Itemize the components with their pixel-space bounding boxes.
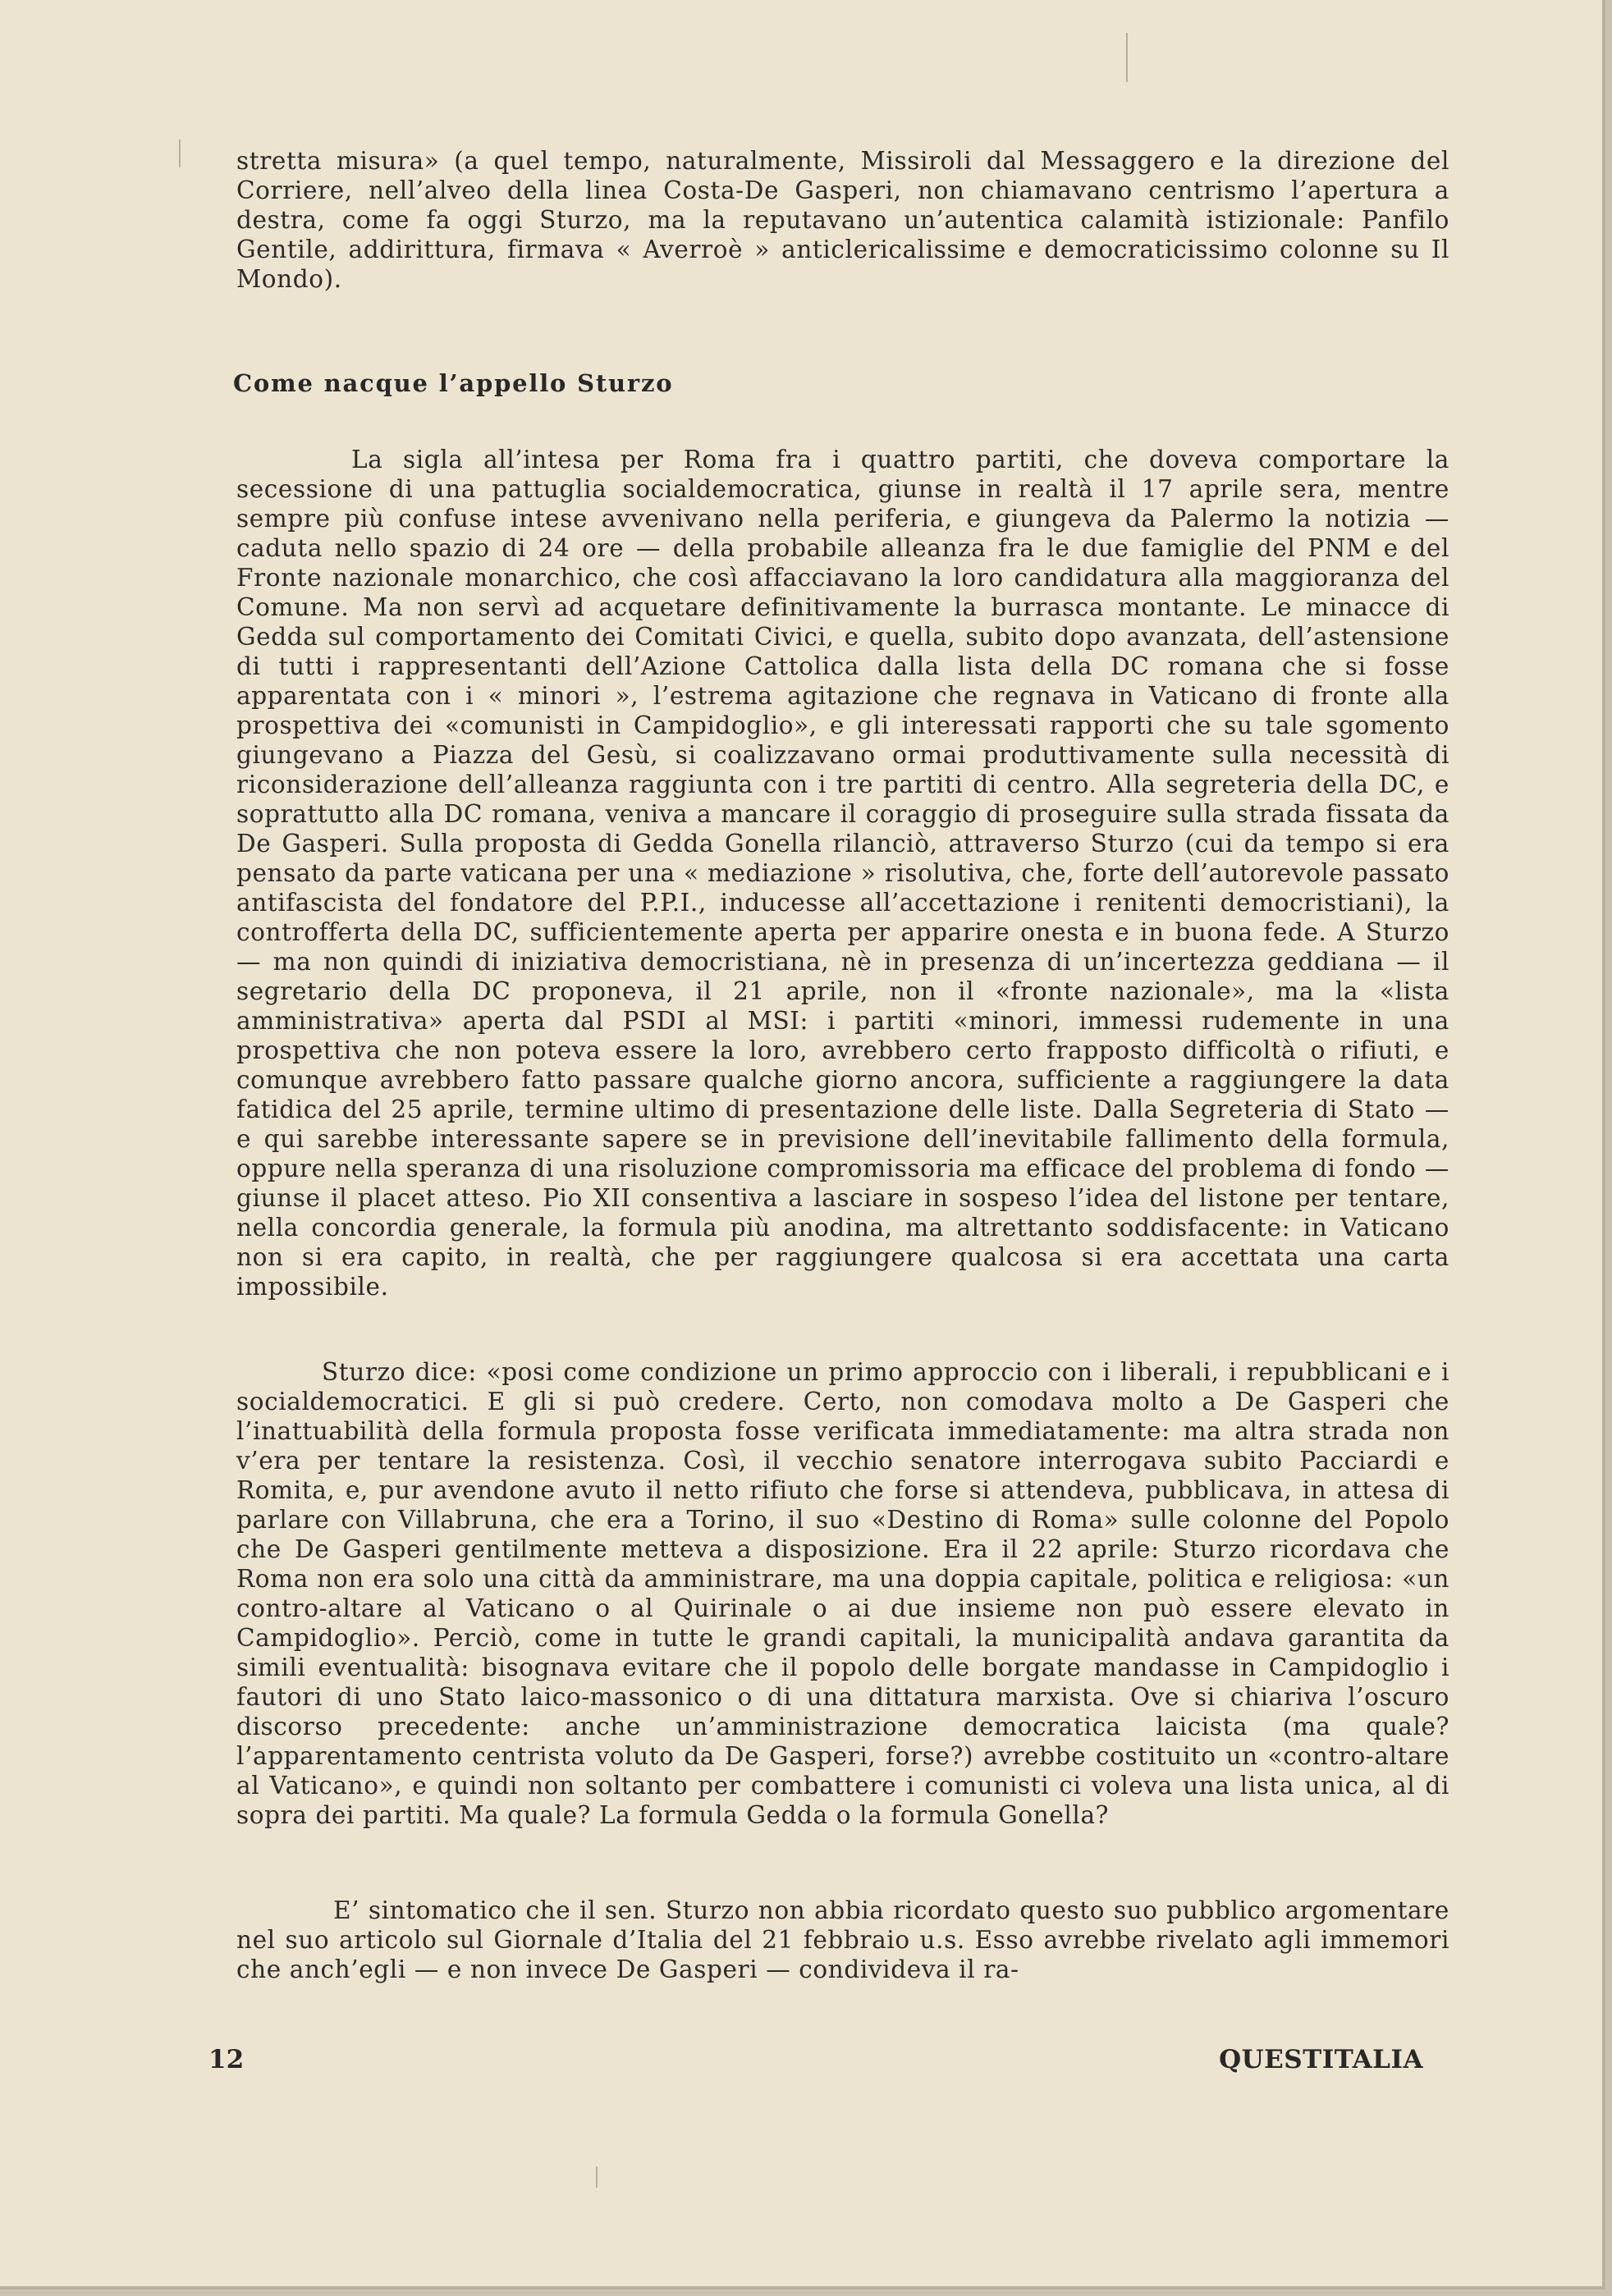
paper-mark	[1126, 33, 1128, 82]
section-heading: Come nacque l’appello Sturzo	[233, 369, 674, 397]
body-paragraph-text: Sturzo dice: «posi come condizione un primo approccio con i liberali, i repubblicani e i socialdemocratici. E gli si può credere. Certo, non comodava molto a De Gasperi che l’inattuabilità della formula proposta fosse verificata immediatamente: ma altra strada non v’era per tentare la resistenza. Così, il vecchio senatore interrogava subito Pacciardi e Romita, e, pur avendone avuto il netto rifiuto che forse si attendeva, pubblicava, in attesa di parlare con Villabruna, che era a Torino, il suo «Destino di Roma» sulle colonne del Popolo che De Gasperi gentilmente metteva a disposizione. Era il 22 aprile: Sturzo ricordava che Roma non era solo una città da amministrare, ma una doppia capitale, politica e religiosa: «un contro-altare al Vaticano o al Quirinale o ai due insieme non può essere elevato in Campidoglio». Perciò, come in tutte le grandi capitali, la municipalità andava garantita da simili eventualità: bisognava evitare che il popolo delle borgate mandasse in Campidoglio i fautori di uno Stato laico-massonico o di una dittatura marxista. Ove si chiariva l’oscuro discorso precedente: anche un’amministrazione democratica laicista (ma quale? l’apparentamento centrista voluto da De Gasperi, forse?) avrebbe costituito un «contro-altare al Vaticano», e quindi non soltanto per combattere i comunisti ci voleva una lista unica, al di sopra dei partiti. Ma quale? La formula Gedda o la formula Gonella?	[236, 1358, 1449, 1829]
body-paragraph-text: E’ sintomatico che il sen. Sturzo non abbia ricordato questo suo pubblico argomentare nel suo articolo sul Giornale d’Italia del 21 febbraio u.s. Esso avrebbe rivelato agli immemori che anch’egli — e non invece De Gasperi — condivideva il ra-	[236, 1896, 1449, 1983]
body-paragraph	[236, 1357, 1449, 1830]
body-paragraph	[236, 1896, 1449, 1984]
paper-mark	[179, 139, 181, 167]
magazine-name: QUESTITALIA	[1219, 2045, 1423, 2074]
paper-mark	[596, 2166, 598, 2188]
opening-paragraph-text: stretta misura» (a quel tempo, naturalmente, Missiroli dal Messaggero e la direzione del Corriere, nell’alveo della linea Costa-De Gasperi, non chiamavano centrismo l’apertura a destra, come fa oggi Sturzo, ma la reputavano un’autentica calamità istizionale: Panfilo Gentile, addirittura, firmava « Averroè » anticlericalissime e democraticissimo colonne su Il Mondo).	[236, 147, 1449, 293]
body-paragraph	[236, 445, 1449, 1301]
page-number: 12	[208, 2045, 245, 2074]
body-paragraph-text: La sigla all’intesa per Roma fra i quattro partiti, che doveva comportare la secessione di una pattuglia socialdemocratica, giunse in realtà il 17 aprile sera, mentre sempre più confuse intese avvenivano nella periferia, e giungeva da Palermo la notizia — caduta nello spazio di 24 ore — della probabile alleanza fra le due famiglie del PNM e del Fronte nazionale monarchico, che così affacciavano la loro candidatura alla maggioranza del Comune. Ma non servì ad acquetare definitivamente la burrasca montante. Le minacce di Gedda sul comportamento dei Comitati Civici, e quella, subito dopo avanzata, dell’astensione di tutti i rappresentanti dell’Azione Cattolica dalla lista della DC romana che si fosse apparentata con i « minori », l’estrema agitazione che regnava in Vaticano di fronte alla prospettiva dei «comunisti in Campidoglio», e gli interessati rapporti che su tale sgomento giungevano a Piazza del Gesù, si coalizzavano ormai produttivamente sulla necessità di riconsiderazione dell’alleanza raggiunta con i tre partiti di centro. Alla segreteria della DC, e soprattutto alla DC romana, veniva a mancare il coraggio di proseguire sulla strada fissata da De Gasperi. Sulla proposta di Gedda Gonella rilanciò, attraverso Sturzo (cui da tempo si era pensato da parte vaticana per una « mediazione » risolutiva, che, forte dell’autorevole passato antifascista del fondatore del P.P.I., inducesse all’accettazione i renitenti democristiani), la controfferta della DC, sufficientemente aperta per apparire onesta e in buona fede. A Sturzo — ma non quindi di iniziativa democristiana, nè in presenza di un’incertezza geddiana — il segretario della DC proponeva, il 21 aprile, non il «fronte nazionale», ma la «lista amministrativa» aperta dal PSDI al MSI: i partiti «minori, immessi rudemente in una prospettiva che non poteva essere la loro, avrebbero certo frapposto difficoltà o rifiuti, e comunque avrebbero fatto passare qualche giorno ancora, sufficiente a raggiungere la data fatidica del 25 aprile, termine ultimo di presentazione delle liste. Dalla Segreteria di Stato — e qui sarebbe interessante sapere se in previsione dell’inevitabile fallimento della formula, oppure nella speranza di una risoluzione compromissoria ma efficace del problema di fondo — giunse il placet atteso. Pio XII consentiva a lasciare in sospeso l’idea del listone per tentare, nella concordia generale, la formula più anodina, ma altrettanto soddisfacente: in Vaticano non si era capito, in realtà, che per raggiungere qualcosa si era accettata una carta impossibile.	[236, 446, 1449, 1301]
opening-paragraph	[236, 146, 1449, 294]
